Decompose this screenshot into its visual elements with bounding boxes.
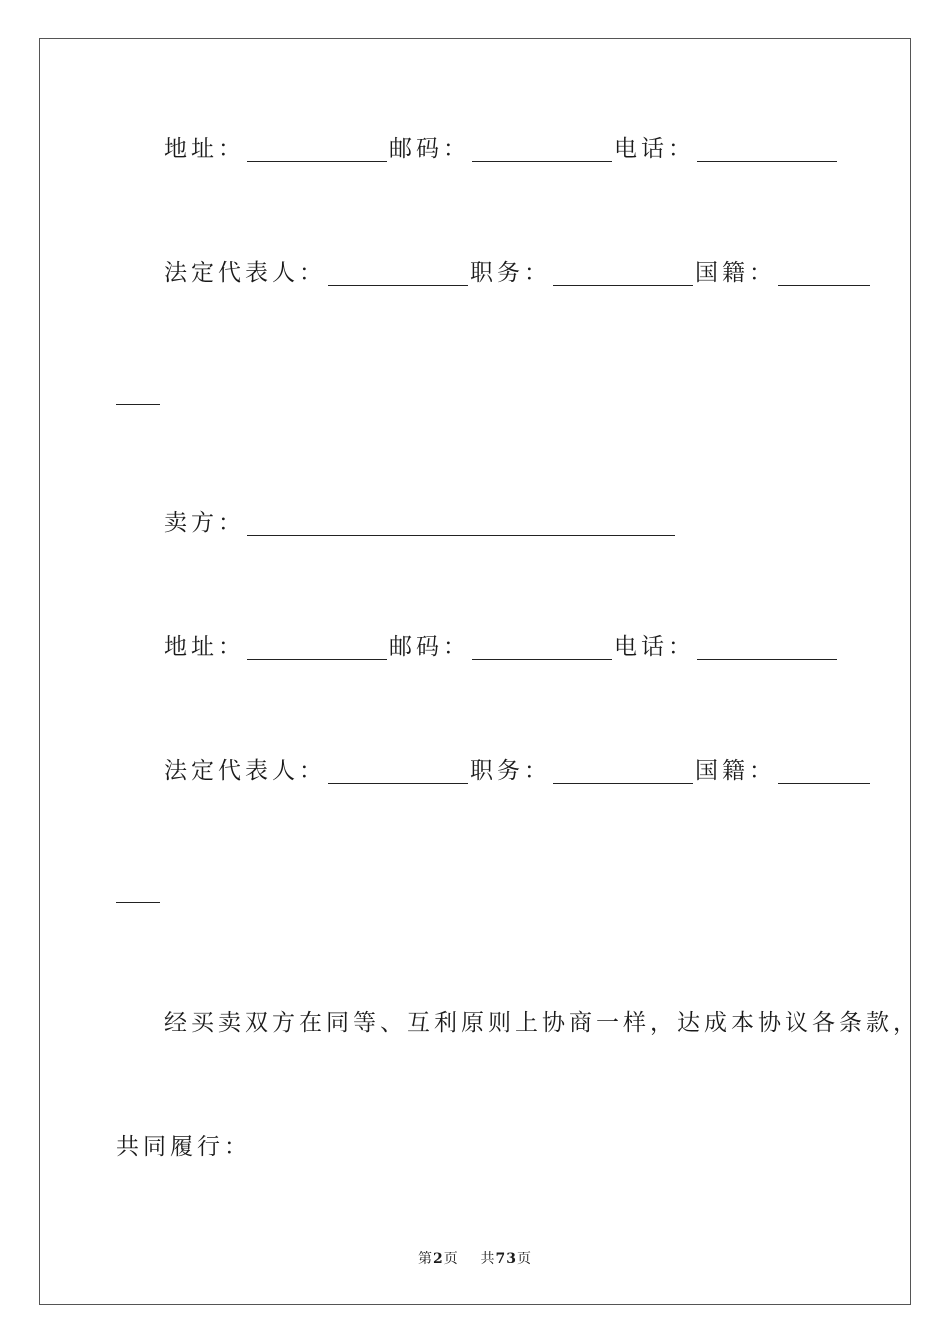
total-suffix: 页 xyxy=(517,1251,533,1267)
seller-phone-label: 电话： xyxy=(614,634,695,660)
buyer-rep-field[interactable] xyxy=(328,263,468,286)
page-footer xyxy=(0,1248,950,1268)
page-border xyxy=(39,38,911,1305)
buyer-rep-label: 法定代表人： xyxy=(164,260,326,286)
page-number: 2 xyxy=(432,1251,444,1267)
buyer-address-label: 地址： xyxy=(164,136,245,162)
body-text-line2: 共同履行： xyxy=(116,1134,251,1160)
buyer-nationality-continuation xyxy=(116,382,162,407)
seller-title-label: 职务： xyxy=(470,758,551,784)
buyer-phone-label: 电话： xyxy=(614,136,695,162)
page-prefix: 第 xyxy=(417,1251,433,1267)
seller-rep-row xyxy=(164,756,872,786)
seller-address-label: 地址： xyxy=(164,634,245,660)
seller-address-field[interactable] xyxy=(247,637,387,660)
seller-row xyxy=(164,508,677,538)
seller-postcode-label: 邮码： xyxy=(389,634,470,660)
buyer-title-field[interactable] xyxy=(553,263,693,286)
buyer-title-label: 职务： xyxy=(470,260,551,286)
seller-contact-row xyxy=(164,632,839,662)
seller-label: 卖方： xyxy=(164,510,245,536)
buyer-contact-row xyxy=(164,134,839,164)
page-suffix: 页 xyxy=(443,1251,459,1267)
seller-nationality-field[interactable] xyxy=(778,761,870,784)
seller-phone-field[interactable] xyxy=(697,637,837,660)
seller-nationality-continuation xyxy=(116,880,162,905)
buyer-postcode-label: 邮码： xyxy=(389,136,470,162)
body-text-line1: 经买卖双方在同等、互利原则上协商一样，达成本协议各条款， xyxy=(164,1010,920,1036)
seller-title-field[interactable] xyxy=(553,761,693,784)
seller-rep-field[interactable] xyxy=(328,761,468,784)
total-prefix: 共 xyxy=(480,1251,496,1267)
seller-nationality-field-cont[interactable] xyxy=(116,880,160,903)
seller-postcode-field[interactable] xyxy=(472,637,612,660)
seller-rep-label: 法定代表人： xyxy=(164,758,326,784)
buyer-nationality-field-cont[interactable] xyxy=(116,382,160,405)
buyer-address-field[interactable] xyxy=(247,139,387,162)
buyer-nationality-field[interactable] xyxy=(778,263,870,286)
seller-name-field[interactable] xyxy=(247,513,675,536)
body-paragraph-line1 xyxy=(164,1008,920,1038)
total-pages: 73 xyxy=(495,1251,518,1267)
seller-nationality-label: 国籍： xyxy=(695,758,776,784)
buyer-postcode-field[interactable] xyxy=(472,139,612,162)
body-paragraph-line2 xyxy=(116,1132,251,1162)
buyer-nationality-label: 国籍： xyxy=(695,260,776,286)
buyer-phone-field[interactable] xyxy=(697,139,837,162)
buyer-rep-row xyxy=(164,258,872,288)
